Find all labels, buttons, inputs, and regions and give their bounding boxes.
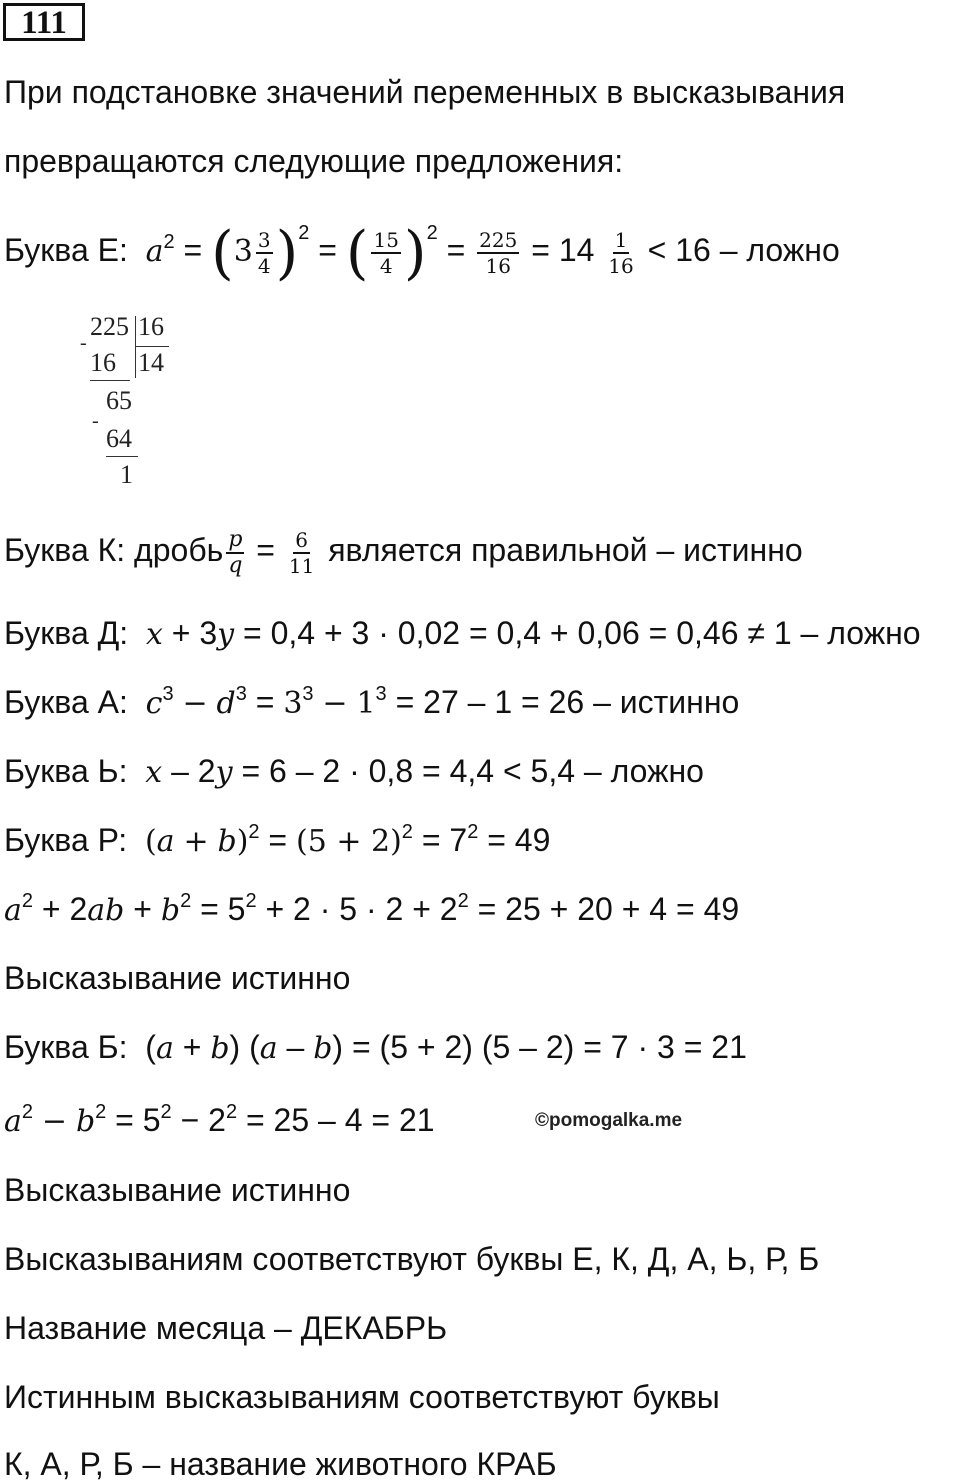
minus-sign: - <box>80 332 87 354</box>
open-paren: ( <box>345 218 369 287</box>
exp: 2 <box>298 222 310 244</box>
letter-a-result: = 27 – 1 = 26 – истинно <box>395 684 740 720</box>
numerator: 3 <box>257 227 271 252</box>
letter-r-line <box>4 820 550 862</box>
numerator: 15 <box>373 227 399 252</box>
letter-e-label: Буква Е: <box>4 232 128 268</box>
exp: 2 <box>401 821 413 843</box>
exp: 3 <box>235 683 247 705</box>
exp: 2 <box>21 890 34 912</box>
var-b: b <box>160 893 181 928</box>
letter-r-label: Буква Р: <box>4 822 128 858</box>
var-ab: ab <box>87 893 125 928</box>
letter-b-conclusion: Высказывание истинно <box>4 1172 351 1208</box>
exp: 3 <box>162 683 174 705</box>
intro-line-1: При подстановке значений переменных в высказывания <box>4 74 846 110</box>
subtrahend-1: 16 <box>90 348 116 377</box>
mixed-whole: = 14 <box>531 232 595 268</box>
exp: 2 <box>163 231 175 253</box>
denominator: 4 <box>379 253 393 278</box>
var-a: a <box>4 893 22 928</box>
letter-soft-line <box>4 751 704 793</box>
var-b: b <box>75 1104 96 1139</box>
open-paren: ( <box>249 1029 260 1065</box>
exp: 2 <box>245 890 257 912</box>
summary-month: Название месяца – ДЕКАБРЬ <box>4 1310 448 1346</box>
letter-b-line <box>4 1027 747 1069</box>
remainder-1: 65 <box>106 386 132 415</box>
equals-5: = 5 <box>115 1102 161 1138</box>
letter-a-line: Буква А: $c^3 - d^3 = 3^3 - 1^3 = 27 - 1 = 26$ – истинно <box>4 683 740 721</box>
var-a: a <box>259 1031 278 1066</box>
exp: 2 <box>248 821 260 843</box>
letter-e-result: < 16 – ложно <box>647 232 840 268</box>
numerator: p <box>228 526 243 552</box>
equals: = <box>446 232 466 268</box>
close-paren: ) <box>236 824 249 859</box>
exp: 2 <box>457 890 469 912</box>
minus: – <box>286 1029 305 1065</box>
fraction-225-16 <box>477 228 519 278</box>
task-number: 111 <box>3 3 85 41</box>
letter-r-expansion-line <box>4 889 739 931</box>
long-division <box>80 312 180 492</box>
num-3: 3 <box>283 686 303 721</box>
sum-5-2: (5 + 2) <box>296 824 402 859</box>
summary-animal: К, А, Р, Б – название животного КРАБ <box>4 1446 557 1482</box>
equals: = <box>421 822 441 858</box>
exp: 3 <box>375 683 387 705</box>
equals: = <box>183 232 203 268</box>
letter-r-result: = 49 <box>487 822 551 858</box>
letter-d-line <box>4 613 921 655</box>
watermark: ©pomogalka.me <box>535 1110 683 1131</box>
division-bar-horizontal <box>135 346 169 347</box>
var-x: x <box>145 617 163 652</box>
letter-a-label: Буква А: <box>4 684 128 720</box>
letter-e-line <box>4 218 840 287</box>
letter-soft-result: = 6 – 2 · 0,8 = 4,4 < 5,4 – ложно <box>241 753 704 789</box>
divisor: 16 <box>138 312 164 341</box>
plus-2: + 2 <box>41 891 88 927</box>
fraction-15-4 <box>371 228 400 278</box>
exp: 3 <box>302 683 314 705</box>
num-7: 7 <box>449 822 468 858</box>
exp: 2 <box>467 821 479 843</box>
denominator: 16 <box>608 253 634 278</box>
close-paren: ) <box>332 1029 344 1065</box>
denominator: q <box>228 552 243 578</box>
numerator: 6 <box>295 527 308 552</box>
denominator: 4 <box>257 253 271 278</box>
division-bar-vertical <box>135 316 136 378</box>
fraction-3-4 <box>256 228 273 278</box>
var-x: x <box>145 755 163 790</box>
denominator: 11 <box>288 553 315 578</box>
final-remainder: 1 <box>120 460 133 489</box>
close-paren: ) <box>275 218 299 287</box>
minus-sign: - <box>92 410 99 432</box>
minus-2: – 2 <box>171 753 216 789</box>
open-paren: ( <box>145 1029 156 1065</box>
middle-terms: + 2 · 5 · 2 + 2 <box>265 891 458 927</box>
exp: 2 <box>426 222 438 244</box>
exp: 2 <box>180 890 192 912</box>
summary-letters: Высказываниям соответствуют буквы Е, К, Д, А, Ь, Р, Б <box>4 1241 820 1277</box>
subtract-line-1 <box>90 380 130 381</box>
letter-r-conclusion: Высказывание истинно <box>4 960 351 996</box>
minus: − <box>41 1104 68 1139</box>
var-d: d <box>216 686 236 721</box>
close-paren: ) <box>229 1029 241 1065</box>
letter-b-expansion-line <box>4 1100 435 1142</box>
var-a: a <box>156 824 175 859</box>
minus-2: − 2 <box>180 1102 226 1138</box>
dividend: 225 <box>90 312 129 341</box>
var-c: c <box>145 686 163 721</box>
subtract-line-2 <box>106 456 138 457</box>
minus: − <box>322 686 348 721</box>
quotient: 14 <box>138 348 164 377</box>
plus-3: + 3 <box>171 615 218 651</box>
open-paren: ( <box>211 218 234 287</box>
plus: + <box>182 1029 202 1065</box>
mixed-whole-3: 3 <box>233 234 253 269</box>
equals-5: = 5 <box>200 891 246 927</box>
subtrahend-2: 64 <box>106 424 132 453</box>
letter-k-line <box>4 522 803 578</box>
expansion-result: = 25 + 20 + 4 = 49 <box>477 891 740 927</box>
letter-k-result: является правильной – истинно <box>328 532 803 568</box>
var-y: y <box>217 617 235 652</box>
var-a: a <box>155 1031 174 1066</box>
var-b: b <box>217 824 237 859</box>
close-paren: ) <box>403 218 427 287</box>
open-paren: ( <box>144 824 157 859</box>
var-b: b <box>210 1031 230 1066</box>
numerator: 225 <box>479 227 518 252</box>
plus: + <box>183 824 209 859</box>
letter-b-result: = (5 + 2) (5 – 2) = 7 · 3 = 21 <box>351 1029 747 1065</box>
numerator: 1 <box>614 227 628 252</box>
equals: = <box>318 232 337 268</box>
exp: 2 <box>160 1101 172 1123</box>
minus: − <box>182 686 208 721</box>
exp: 2 <box>95 1101 107 1123</box>
letter-d-result: = 0,4 + 3 · 0,02 = 0,4 + 0,06 = 0,46 ≠ 1 – ложно <box>243 615 921 651</box>
num-1: 1 <box>356 686 376 721</box>
var-y: y <box>215 755 233 790</box>
var-b: b <box>313 1031 333 1066</box>
fraction-1-16 <box>606 228 635 278</box>
var-a: a <box>145 234 164 269</box>
exp: 2 <box>225 1101 238 1123</box>
letter-b-expansion-result: = 25 – 4 = 21 <box>245 1102 435 1138</box>
exp: 2 <box>21 1101 34 1123</box>
letter-soft-label: Буква Ь: <box>4 753 128 789</box>
denominator: 16 <box>485 253 511 278</box>
summary-true-letters: Истинным высказываниям соответствуют буквы <box>4 1379 720 1415</box>
plus: + <box>133 891 152 927</box>
var-a: a <box>4 1104 22 1139</box>
fraction-p-q <box>226 528 244 578</box>
fraction-6-11 <box>287 528 316 578</box>
letter-k-label: Буква К: дробь <box>4 532 224 568</box>
intro-line-2: превращаются следующие предложения: <box>4 143 624 179</box>
letter-d-label: Буква Д: <box>4 615 129 651</box>
letter-b-label: Буква Б: <box>4 1029 128 1065</box>
equals: = <box>256 532 275 568</box>
equals: = <box>268 822 288 858</box>
